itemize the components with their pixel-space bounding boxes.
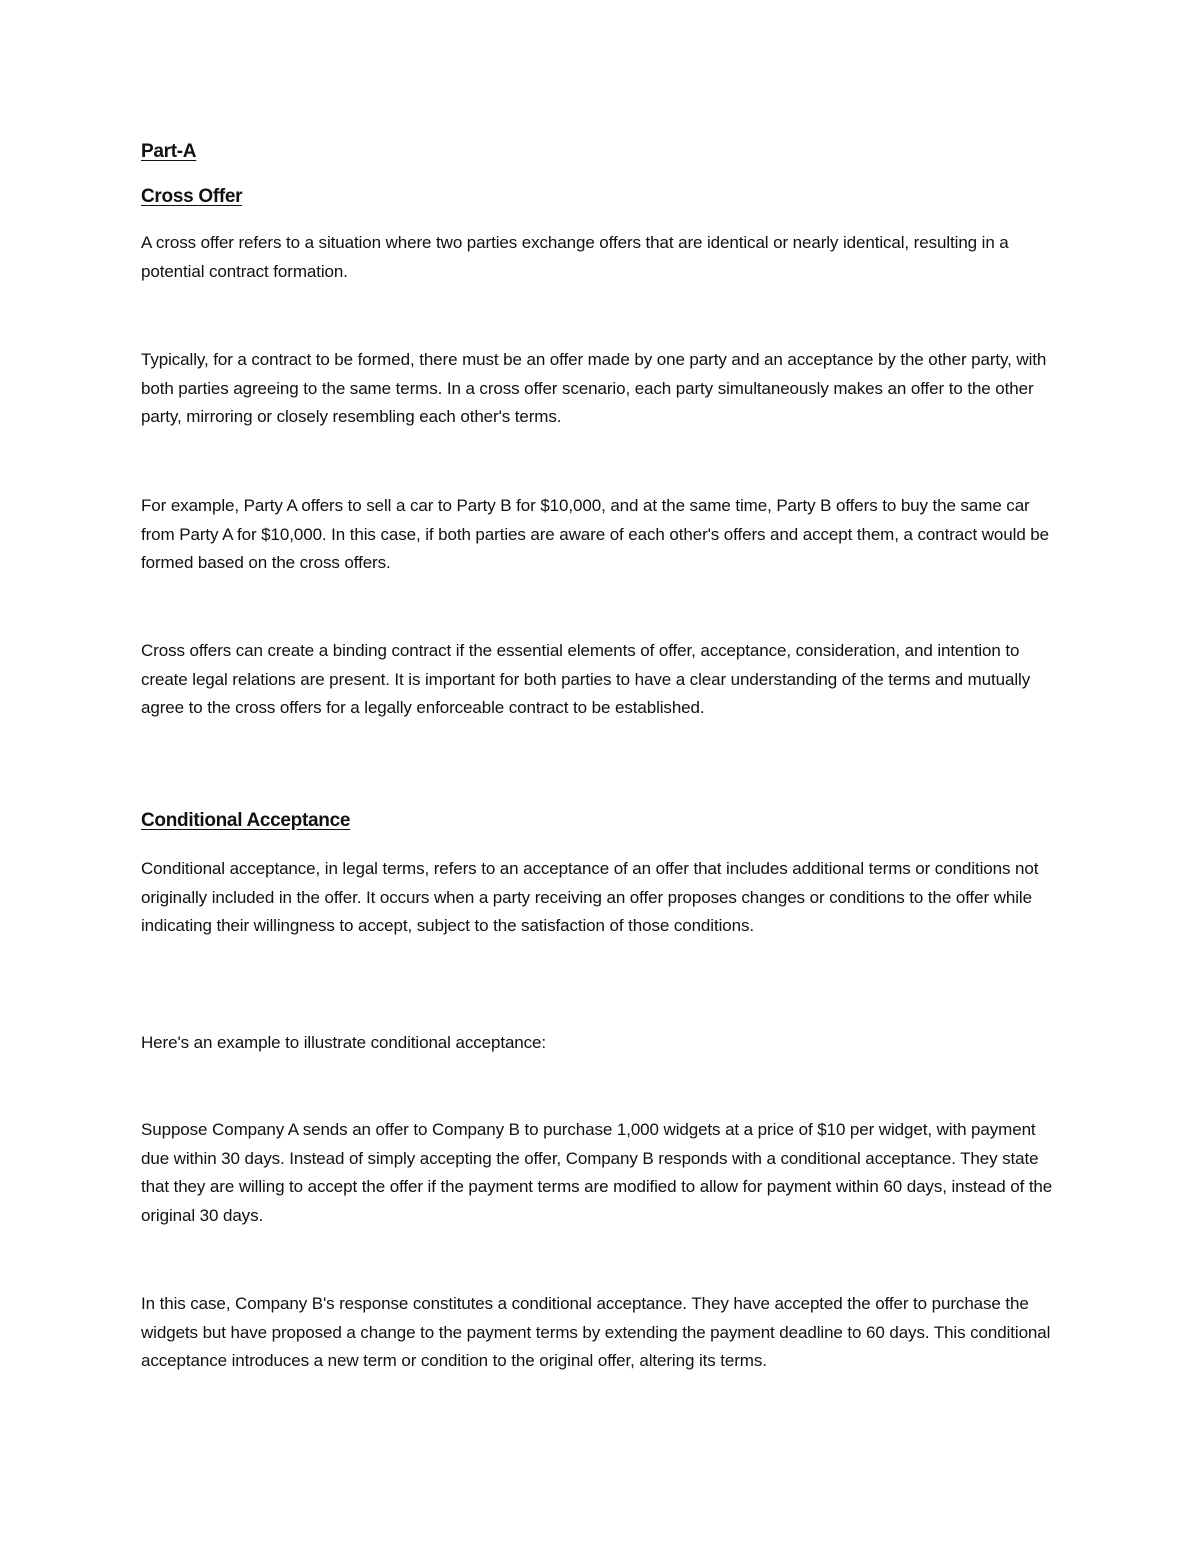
cross-offer-paragraph-2: Typically, for a contract to be formed, there must be an offer made by one party and an acceptance by the other party, with both parties agreeing to the same terms. In a cross offer scenario, each party simultaneously makes an offer to the other party, mirroring or closely resembling each other's terms. — [141, 350, 1047, 426]
cross-offer-heading: Cross Offer — [141, 186, 243, 207]
conditional-acceptance-paragraph-3: Suppose Company A sends an offer to Company B to purchase 1,000 widgets at a price of $10 per widget, with payment due within 30 days. Instead of simply accepting the offer, Company B responds with a conditional acceptance. They state that they are willing to accept the offer if the payment terms are modified to allow for payment within 60 days, instead of the original 30 days. — [141, 1120, 1053, 1225]
cross-offer-paragraph-4: Cross offers can create a binding contract if the essential elements of offer, acceptance, consideration, and intention to create legal relations are present. It is important for both parties to have a clear understanding of the terms and mutually agree to the cross offers for a legally enforceable contract to be established. — [141, 641, 1031, 717]
conditional-acceptance-paragraph-1: Conditional acceptance, in legal terms, refers to an acceptance of an offer that includes additional terms or conditions not originally included in the offer. It occurs when a party receiving an offer proposes changes or conditions to the offer while indicating their willingness to accept, subject to the satisfaction of those conditions. — [141, 859, 1039, 935]
conditional-acceptance-paragraph-2: Here's an example to illustrate conditional acceptance: — [141, 1033, 547, 1052]
part-heading: Part-A — [141, 141, 197, 162]
cross-offer-paragraph-3: For example, Party A offers to sell a car to Party B for $10,000, and at the same time, Party B offers to buy the same car from Party A for $10,000. In this case, if both parties are aware of each other's offers and accept them, a contract would be formed based on the cross offers. — [141, 496, 1049, 572]
conditional-acceptance-paragraph-4: In this case, Company B's response constitutes a conditional acceptance. They have accepted the offer to purchase the widgets but have proposed a change to the payment terms by extending the payment deadline to 60 days. This conditional acceptance introduces a new term or condition to the original offer, altering its terms. — [141, 1294, 1051, 1370]
cross-offer-paragraph-1: A cross offer refers to a situation where two parties exchange offers that are identical or nearly identical, resulting in a potential contract formation. — [141, 233, 1009, 281]
conditional-acceptance-heading: Conditional Acceptance — [141, 810, 351, 831]
